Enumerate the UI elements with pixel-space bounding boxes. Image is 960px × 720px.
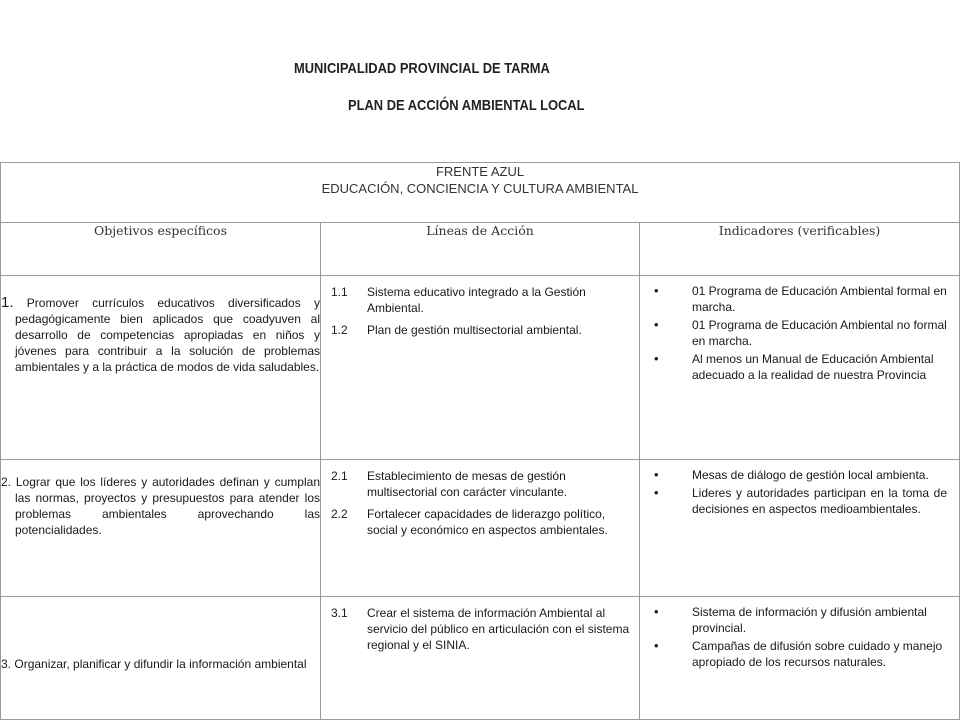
line-number: 2.2 — [331, 507, 348, 521]
bullet-icon: • — [654, 351, 659, 366]
indicator-text: 01 Programa de Educación Ambiental formal en marcha. — [692, 284, 947, 314]
action-lines-cell — [321, 276, 640, 460]
line-text: Fortalecer capacidades de liderazgo político, social y económico en aspectos ambientales. — [367, 507, 608, 537]
objective-cell — [1, 460, 321, 597]
list-item — [331, 506, 631, 538]
indicator-text: Al menos un Manual de Educación Ambiental adecuado a la realidad de nuestra Provincia — [692, 352, 934, 382]
list-item — [331, 284, 631, 316]
org-title: MUNICIPALIDAD PROVINCIAL DE TARMA — [294, 60, 550, 77]
line-text: Crear el sistema de información Ambiental al servicio del público en articulación con el sistema regional y el SINIA. — [367, 606, 630, 652]
bullet-icon: • — [654, 467, 659, 482]
plan-title: PLAN DE ACCIÓN AMBIENTAL LOCAL — [348, 97, 585, 114]
line-text: Establecimiento de mesas de gestión multisectorial con carácter vinculante. — [367, 469, 568, 499]
bullet-icon: • — [654, 604, 659, 619]
indicator-text: Campañas de difusión sobre cuidado y manejo apropiado de los recursos naturales. — [692, 639, 943, 669]
objective-number: 3. — [1, 657, 12, 671]
indicators-cell — [640, 597, 960, 720]
frente-theme: EDUCACIÓN, CONCIENCIA Y CULTURA AMBIENTAL — [321, 181, 639, 196]
indicator-text: 01 Programa de Educación Ambiental no formal en marcha. — [692, 318, 947, 348]
action-plan-table — [0, 162, 960, 720]
objective-cell — [1, 597, 321, 720]
line-text: Plan de gestión multisectorial ambiental. — [367, 323, 582, 337]
action-lines-cell — [321, 460, 640, 597]
frente-header — [1, 163, 960, 223]
objective-number: 2. — [1, 475, 12, 489]
list-item — [654, 485, 947, 517]
line-number: 2.1 — [331, 469, 348, 483]
indicators-cell — [640, 460, 960, 597]
indicator-text: Lideres y autoridades participan en la toma de decisiones en aspectos medioambientales. — [692, 486, 948, 516]
bullet-icon: • — [654, 638, 659, 653]
list-item — [654, 638, 947, 670]
list-item — [331, 322, 631, 338]
list-item — [331, 468, 631, 500]
list-item — [654, 283, 947, 315]
list-item — [654, 604, 947, 636]
list-item — [654, 467, 947, 483]
bullet-icon: • — [654, 317, 659, 332]
column-header-objetivos: Objetivos específicos — [1, 223, 321, 276]
table-row — [1, 460, 960, 597]
indicator-text: Mesas de diálogo de gestión local ambienta. — [692, 468, 929, 482]
objective-text: Lograr que los líderes y autoridades definan y cumplan las normas, proyectos y presupuestos para atender los problemas ambientales aprovechando las potencialidades. — [15, 475, 320, 537]
column-header-indicadores: Indicadores (verificables) — [640, 223, 960, 276]
line-number: 1.2 — [331, 323, 348, 337]
objective-number: 1. — [1, 294, 14, 311]
objective-text: Organizar, planificar y difundir la información ambiental — [14, 657, 307, 671]
indicator-text: Sistema de información y difusión ambiental provincial. — [692, 605, 927, 635]
list-item — [654, 317, 947, 349]
list-item — [654, 351, 947, 383]
line-number: 3.1 — [331, 606, 348, 620]
objective-text: Promover currículos educativos diversificados y pedagógicamente bien aplicados que coadyuven al desarrollo de competencias apropiadas en niños y jóvenes para contribuir a la solución de problemas ambientales y a la práctica de modos de vida saludables. — [15, 296, 320, 374]
bullet-icon: • — [654, 283, 659, 298]
objective-cell — [1, 276, 321, 460]
line-number: 1.1 — [331, 285, 348, 299]
frente-name: FRENTE AZUL — [435, 164, 525, 179]
indicators-cell — [640, 276, 960, 460]
column-header-lineas: Líneas de Acción — [321, 223, 640, 276]
bullet-icon: • — [654, 485, 659, 500]
table-row — [1, 597, 960, 720]
table-row — [1, 276, 960, 460]
line-text: Sistema educativo integrado a la Gestión Ambiental. — [367, 285, 586, 315]
action-lines-cell — [321, 597, 640, 720]
list-item — [331, 605, 631, 653]
